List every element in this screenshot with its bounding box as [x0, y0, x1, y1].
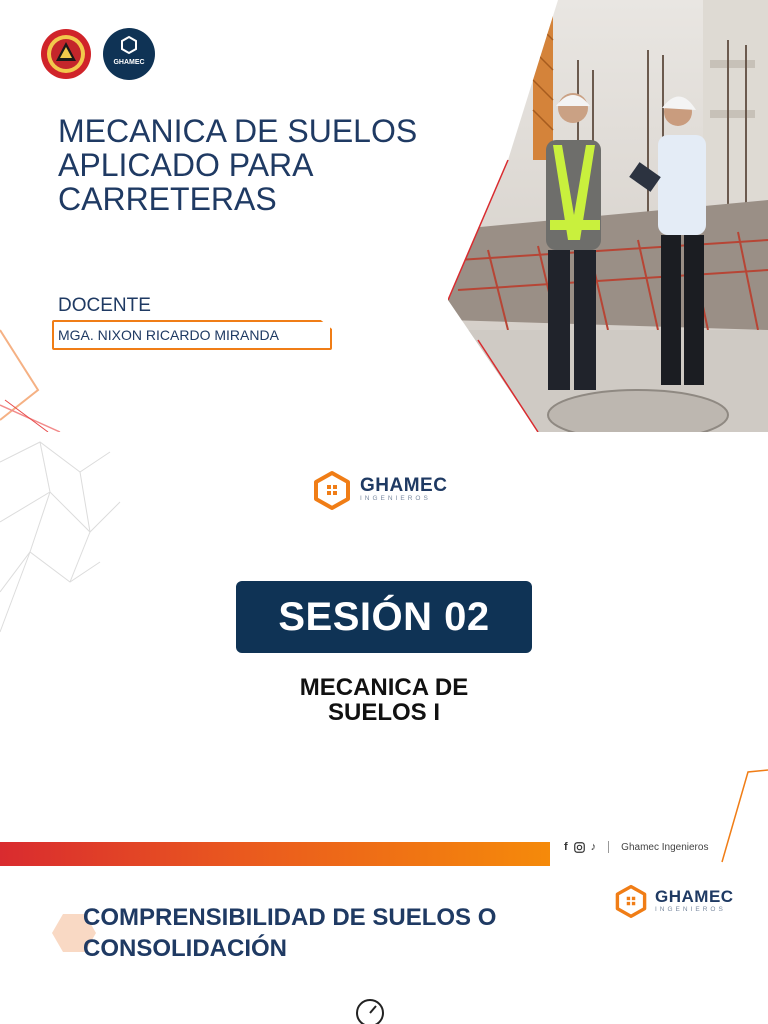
social-divider	[608, 841, 609, 853]
ghamec-circle-logo	[103, 28, 155, 80]
ghamec-logo	[312, 470, 447, 510]
ghamec-house-icon-small	[614, 884, 648, 918]
logo-subtitle-small: INGENIEROS	[655, 906, 726, 913]
construction-photo	[448, 0, 768, 432]
ghamec-house-icon	[312, 470, 352, 510]
gauge-icon	[355, 998, 385, 1024]
ghamec-circle-icon	[103, 28, 155, 80]
social-handle: Ghamec Ingenieros	[621, 841, 709, 853]
topic-title: COMPRENSIBILIDAD DE SUELOS O CONSOLIDACIÓN	[83, 904, 497, 962]
logo-name: GHAMEC	[360, 475, 448, 496]
docente-label: DOCENTE	[58, 295, 151, 316]
university-seal-logo	[40, 28, 92, 80]
orange-accent-line	[700, 762, 768, 866]
slide-cover	[0, 0, 768, 432]
session-subtitle	[234, 675, 534, 725]
network-decoration	[0, 432, 130, 652]
slide-topic	[0, 866, 768, 1024]
footer-gradient-bar	[0, 842, 550, 866]
slide-session	[0, 432, 768, 866]
facebook-icon[interactable]: f	[564, 841, 568, 853]
ghamec-logo-small	[614, 884, 734, 918]
session-subtitle-line2: SUELOS I	[327, 699, 441, 726]
session-subtitle-line1: MECANICA DE	[299, 674, 469, 701]
instagram-icon[interactable]	[574, 842, 585, 853]
session-badge: SESIÓN 02	[236, 581, 532, 653]
social-links	[564, 841, 708, 853]
logo-subtitle: INGENIEROS	[360, 495, 431, 502]
presentation-title: MECANICA DE SUELOS APLICADO PARA CARRETERAS	[58, 113, 418, 217]
logo-name-small: GHAMEC	[655, 887, 734, 906]
svg-text:GHAMEC: GHAMEC	[113, 59, 145, 66]
docente-name: MGA. NIXON RICARDO MIRANDA	[58, 327, 279, 343]
tiktok-icon[interactable]: ♪	[590, 841, 597, 853]
